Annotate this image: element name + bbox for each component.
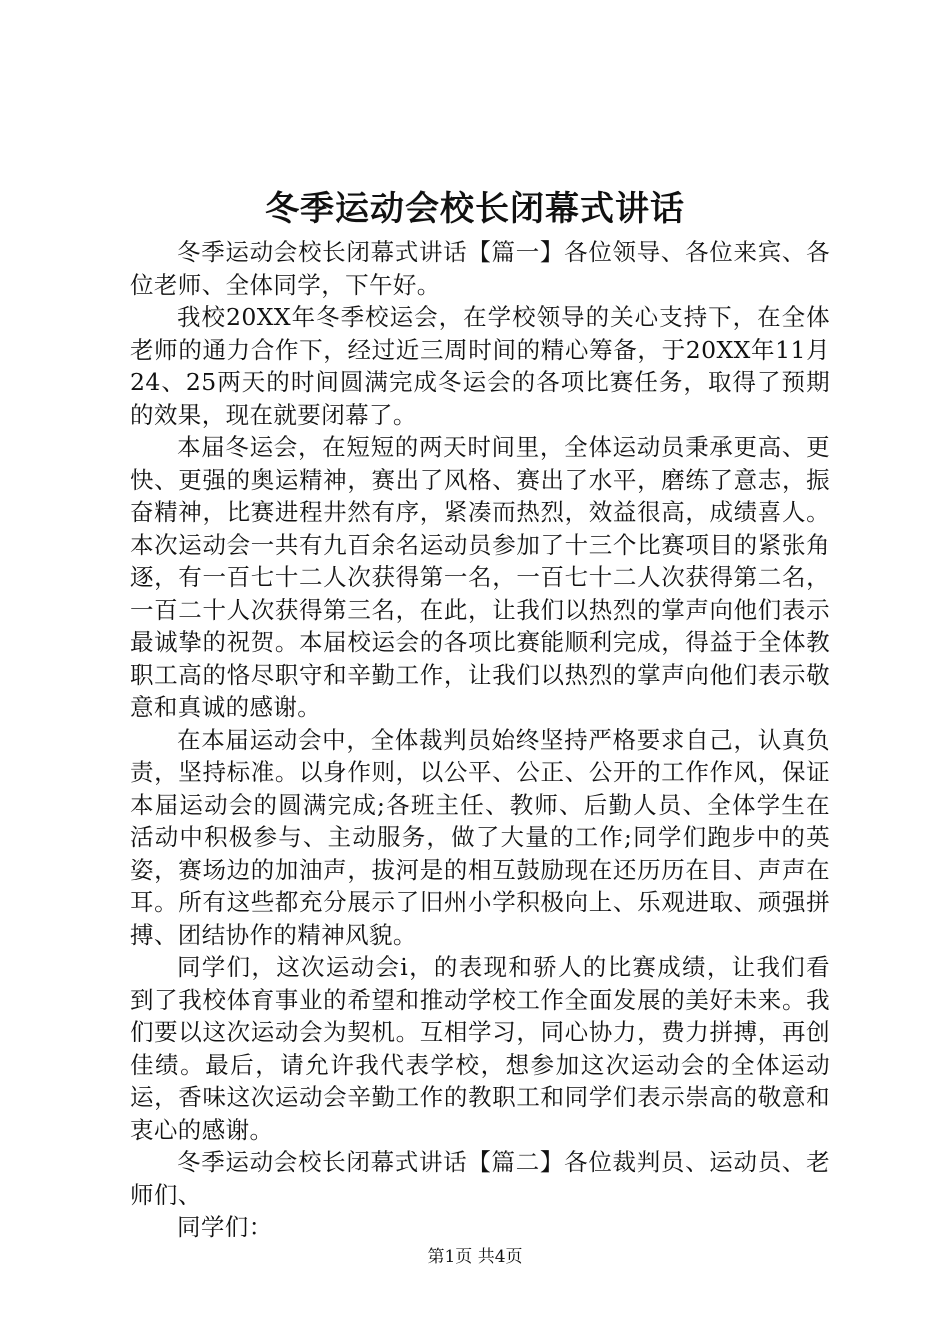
paragraph: 在本届运动会中，全体裁判员始终坚持严格要求自己，认真负责，坚持标准。以身作则，以公平、公正、公开的工作作风，保证本届运动会的圆满完成;各班主任、教师、后勤人员、全体学生在活动中积极参与、主动服务，做了大量的工作;同学们跑步中的英姿，赛场边的加油声，拔河是的相互鼓励现在还历历在目、声声在耳。所有这些都充分展示了旧州小学积极向上、乐观进取、顽强拼搏、团结协作的精神风貌。 (130, 725, 830, 949)
paragraph: 同学们： (177, 1213, 273, 1241)
paragraph: 冬季运动会校长闭幕式讲话【篇二】各位裁判员、运动员、老师们、 (130, 1148, 830, 1209)
document-body (130, 236, 830, 1244)
paragraph: 我校20XX年冬季校运会，在学校领导的关心支持下，在全体老师的通力合作下，经过近三周时间的精心筹备，于20XX年11月24、25两天的时间圆满完成冬运会的各项比赛任务，取得了预期的效果，现在就要闭幕了。 (130, 303, 830, 429)
page-number-footer: 第1页 共4页 (427, 1247, 523, 1267)
document-title: 冬季运动会校长闭幕式讲话 (265, 189, 685, 229)
paragraph: 冬季运动会校长闭幕式讲话【篇一】各位领导、各位来宾、各位老师、全体同学，下午好。 (130, 238, 830, 299)
paragraph: 同学们，这次运动会i，的表现和骄人的比赛成绩，让我们看到了我校体育事业的希望和推动学校工作全面发展的美好未来。我们要以这次运动会为契机。互相学习，同心协力，费力拼搏，再创佳绩。最后，请允许我代表学校，想参加这次运动会的全体运动运，香味这次运动会辛勤工作的教职工和同学们表示崇高的敬意和衷心的感谢。 (130, 953, 830, 1144)
paragraph: 本届冬运会，在短短的两天时间里，全体运动员秉承更高、更快、更强的奥运精神，赛出了风格、赛出了水平，磨练了意志，振奋精神，比赛进程井然有序，紧凑而热烈，效益很高，成绩喜人。本次运动会一共有九百余名运动员参加了十三个比赛项目的紧张角逐，有一百七十二人次获得第一名，一百七十二人次获得第二名，一百二十人次获得第三名，在此，让我们以热烈的掌声向他们表示最诚挚的祝贺。本届校运会的各项比赛能顺利完成，得益于全体教职工高的恪尽职守和辛勤工作，让我们以热烈的掌声向他们表示敬意和真诚的感谢。 (130, 433, 830, 721)
